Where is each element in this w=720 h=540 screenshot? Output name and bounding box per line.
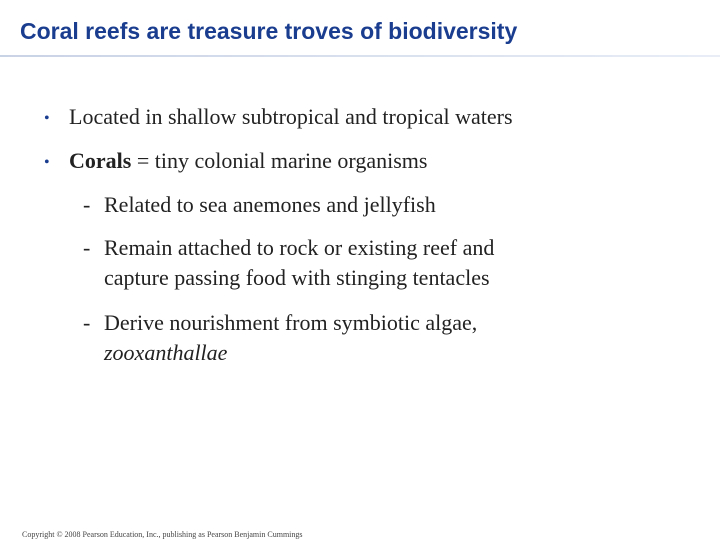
subbullet-text: Derive nourishment from symbiotic algae, bbox=[104, 310, 478, 335]
slide-title: Coral reefs are treasure troves of biodiversity bbox=[20, 18, 518, 44]
bullet-text: = tiny colonial marine organisms bbox=[131, 148, 428, 173]
copyright-notice: Copyright © 2008 Pearson Education, Inc., publishing as Pearson Benjamin Cummings bbox=[22, 530, 303, 539]
subbullet-text: Related to sea anemones and jellyfish bbox=[104, 192, 436, 217]
title-divider bbox=[0, 55, 720, 57]
bullet-marker: • bbox=[44, 110, 50, 127]
dash-marker: - bbox=[83, 235, 91, 260]
bullet-term: Corals bbox=[69, 148, 132, 173]
dash-marker: - bbox=[83, 310, 91, 335]
bullet-text: Located in shallow subtropical and tropical waters bbox=[69, 104, 513, 129]
subbullet-text: Remain attached to rock or existing reef and bbox=[104, 235, 495, 260]
dash-marker: - bbox=[83, 192, 91, 217]
bullet-marker: • bbox=[44, 154, 50, 171]
subbullet-italic-term: zooxanthallae bbox=[104, 340, 228, 365]
subbullet-text: capture passing food with stinging tentacles bbox=[104, 265, 490, 290]
